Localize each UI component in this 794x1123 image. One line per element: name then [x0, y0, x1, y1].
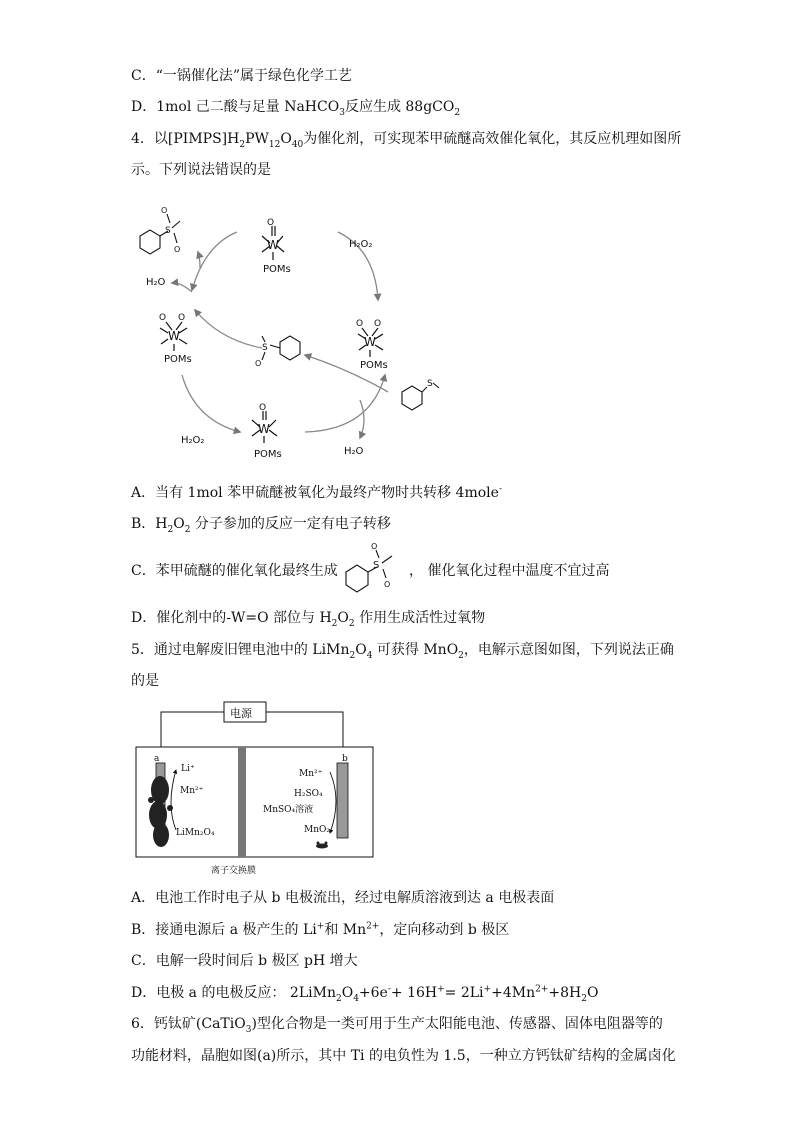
electrode-b	[337, 763, 348, 838]
svg-text:POMs: POMs	[360, 360, 388, 371]
svg-text:POMs: POMs	[164, 354, 192, 365]
q5-option-d: D．电极 a 的电极反应： $2LiMn_2O_4+6e^-+ 16H^+= 2Li^++4Mn^{2+}+8H_2O$	[131, 984, 599, 1004]
svg-text:W: W	[168, 329, 180, 343]
q4-option-b: B．$H_2O_2$ 分子参加的反应一定有电子转移	[131, 516, 391, 535]
svg-text:O: O	[384, 580, 391, 589]
svg-text:H₂O: H₂O	[344, 446, 364, 457]
svg-text:S: S	[165, 226, 171, 236]
svg-text:O: O	[255, 359, 262, 368]
q3-option-d: D．1mol 己二酸与足量 NaHCO$_3$反应生成 88gCO$_2$	[131, 99, 461, 118]
q6-stem-line2: 功能材料，晶胞如图(a)所示，其中 Ti 的电负性为 1.5，一种立方钙钛矿结构的金属卤化	[131, 1048, 676, 1064]
q4-stem-line2: 示。下列说法错误的是	[131, 162, 271, 178]
svg-text:离子交换膜: 离子交换膜	[211, 866, 257, 876]
q4-option-d: D．催化剂中的-W=O 部位与 $H_2O_2$ 作用生成活性过氧物	[131, 610, 486, 629]
svg-text:H₂O₂: H₂O₂	[181, 435, 205, 446]
svg-text:S: S	[427, 379, 433, 389]
q4-option-c-tail: ， 催化氧化过程中温度不宜过高	[409, 563, 610, 579]
svg-text:O: O	[174, 245, 181, 254]
q5-option-c: C．电解一段时间后 b 极区 pH 增大	[131, 953, 358, 969]
q5-stem-line2: 的是	[131, 673, 159, 689]
svg-text:MnSO₄溶液: MnSO₄溶液	[263, 805, 314, 815]
svg-text:LiMn₂O₄: LiMn₂O₄	[176, 828, 215, 838]
svg-text:W: W	[267, 238, 279, 252]
q6-stem-line1: 6．钙钛矿(CaTiO$_3$)型化合物是一类可用于生产太阳能电池、传感器、固体电阻器等的	[131, 1016, 663, 1035]
svg-text:H₂SO₄: H₂SO₄	[294, 789, 323, 799]
svg-text:W: W	[258, 422, 270, 436]
svg-text:POMs: POMs	[254, 449, 282, 460]
svg-text:O: O	[178, 313, 186, 323]
q5-option-a: A．电池工作时电子从 b 电极流出，经过电解质溶液到达 a 电极表面	[131, 890, 555, 906]
q5-option-b: B．接通电源后 a 极产生的 Li+和 $Mn^{2+}$，定向移动到 b 极区	[131, 921, 510, 938]
ion-exchange-membrane	[238, 747, 246, 857]
svg-text:H₂O: H₂O	[146, 277, 166, 288]
svg-text:Li⁺: Li⁺	[181, 764, 195, 774]
q5-stem-line1: 5．通过电解废旧锂电池中的 $LiMn_2O_4$ 可获得 MnO$_2$，电解示意图如图，下列说法正确	[131, 642, 674, 661]
svg-text:Mn²⁺: Mn²⁺	[299, 769, 323, 779]
svg-text:MnO₂: MnO₂	[304, 825, 330, 835]
svg-text:O: O	[356, 319, 364, 329]
svg-text:b: b	[342, 754, 348, 764]
q4-option-c: C．苯甲硫醚的催化氧化最终生成	[131, 563, 338, 579]
svg-text:O: O	[371, 542, 378, 551]
svg-text:POMs: POMs	[263, 264, 291, 275]
svg-text:O: O	[161, 206, 168, 215]
svg-text:a: a	[154, 754, 160, 764]
svg-text:O: O	[267, 218, 275, 228]
q3-option-c: C．“一锅催化法”属于绿色化学工艺	[131, 68, 353, 84]
svg-text:H₂O₂: H₂O₂	[349, 239, 373, 250]
svg-text:O: O	[259, 403, 267, 413]
svg-text:S: S	[262, 343, 268, 353]
svg-text:电源: 电源	[230, 707, 252, 720]
svg-text:W: W	[364, 335, 376, 349]
svg-text:Mn²⁺: Mn²⁺	[180, 786, 204, 796]
svg-text:S: S	[373, 560, 380, 571]
q4-option-a: A．当有 1mol 苯甲硫醚被氧化为最终产物时共转移 4mole-	[131, 484, 502, 501]
svg-text:O: O	[159, 313, 167, 323]
svg-text:O: O	[374, 319, 382, 329]
q4-stem-line1: 4．以$[PIMPS]H_2PW_{12}O_{40}$为催化剂，可实现苯甲硫醚高效催化氧化，其反应机理如图所	[131, 131, 682, 150]
